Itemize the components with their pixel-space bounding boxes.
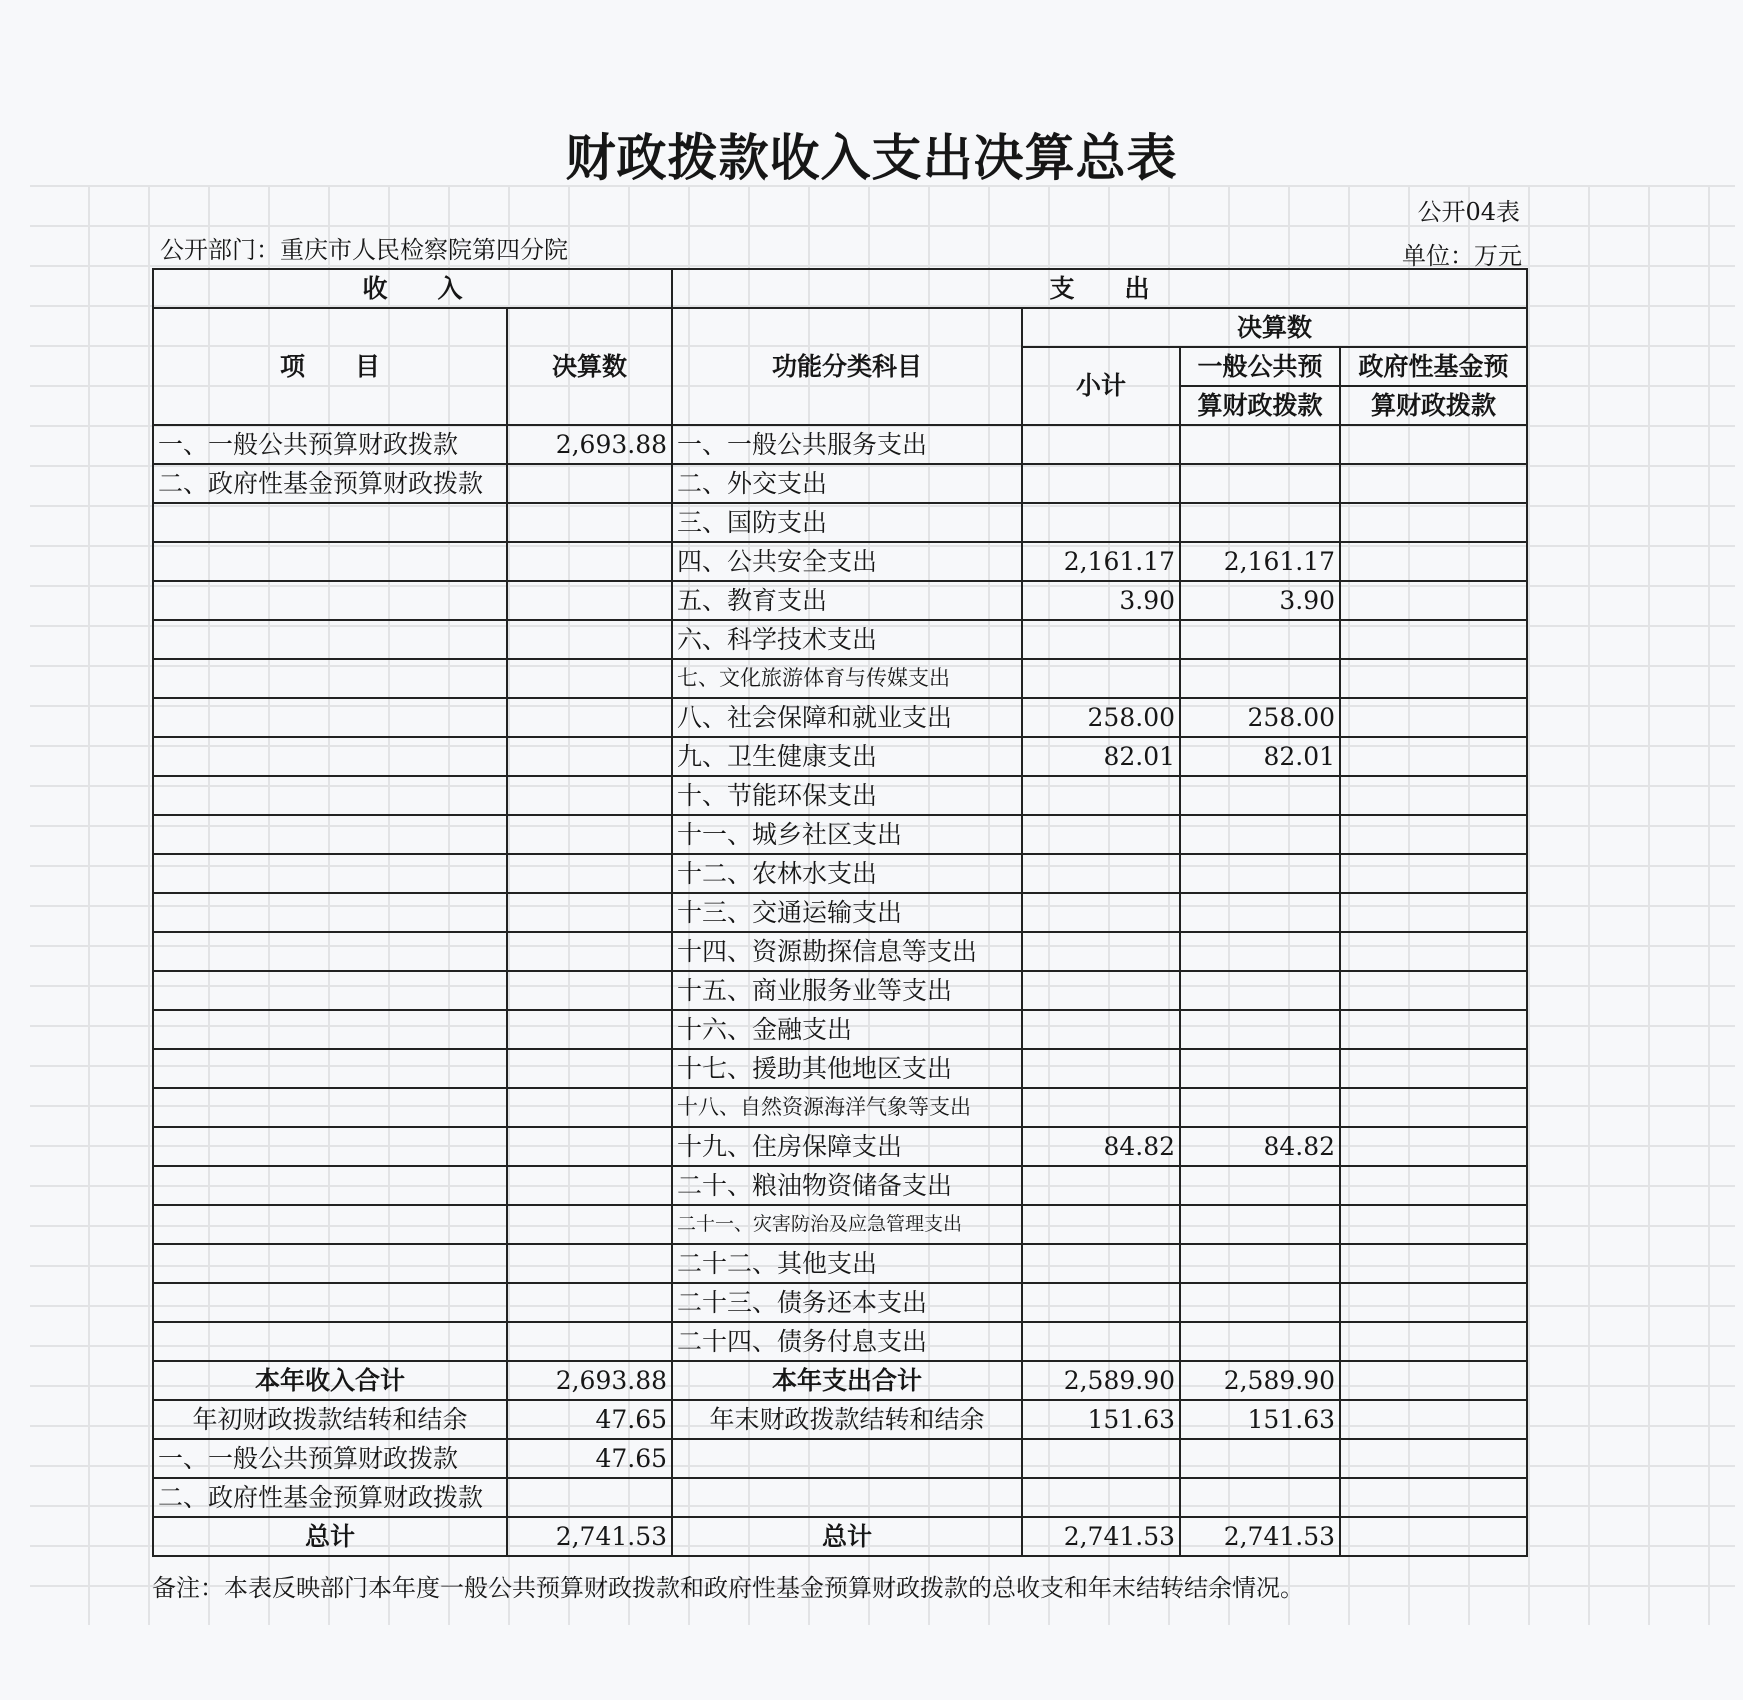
expense-general-budget	[1180, 1244, 1340, 1283]
expense-subtotal	[1022, 620, 1180, 659]
income-item-label	[153, 1322, 507, 1361]
expense-general-budget	[1180, 1088, 1340, 1127]
expense-category-label: 十八、自然资源海洋气象等支出	[672, 1088, 1022, 1127]
summary-row	[153, 1439, 1527, 1478]
expense-subtotal	[1022, 503, 1180, 542]
income-item-value	[507, 620, 672, 659]
income-item-label	[153, 1244, 507, 1283]
income-item-value	[507, 581, 672, 620]
expense-subtotal	[1022, 776, 1180, 815]
expense-category-label: 八、社会保障和就业支出	[672, 698, 1022, 737]
expense-general-budget	[1180, 776, 1340, 815]
expense-category-label: 十二、农林水支出	[672, 854, 1022, 893]
expense-gov-fund	[1340, 1166, 1527, 1205]
expense-general-budget	[1180, 893, 1340, 932]
expense-subtotal	[1022, 1049, 1180, 1088]
carry-out-general: 151.63	[1180, 1400, 1340, 1439]
expense-subtotal	[1022, 1322, 1180, 1361]
expense-subtotal	[1022, 1010, 1180, 1049]
expense-gov-fund	[1340, 425, 1527, 464]
expense-category-label: 七、文化旅游体育与传媒支出	[672, 659, 1022, 698]
expense-gov-fund	[1340, 1049, 1527, 1088]
expense-gov-fund	[1340, 854, 1527, 893]
income-item-value	[507, 464, 672, 503]
expense-total-label: 本年支出合计	[672, 1361, 1022, 1400]
carry-out-subtotal: 151.63	[1022, 1400, 1180, 1439]
carry-in-value: 47.65	[507, 1400, 672, 1439]
empty-cell	[672, 1478, 1022, 1517]
expense-gov-fund	[1340, 776, 1527, 815]
summary-row	[153, 1478, 1527, 1517]
expense-general-budget	[1180, 464, 1340, 503]
expense-category-label: 十九、住房保障支出	[672, 1127, 1022, 1166]
income-item-label	[153, 503, 507, 542]
gov-fund-header-line1: 政府性基金预	[1340, 347, 1527, 386]
expense-subtotal	[1022, 1283, 1180, 1322]
expense-category-label: 十一、城乡社区支出	[672, 815, 1022, 854]
expense-subtotal	[1022, 1166, 1180, 1205]
income-item-value	[507, 1127, 672, 1166]
expense-general-budget	[1180, 815, 1340, 854]
carry-in-fund-value	[507, 1478, 672, 1517]
empty-cell	[1022, 1439, 1180, 1478]
table-row	[153, 971, 1527, 1010]
income-item-value	[507, 1088, 672, 1127]
table-row	[153, 1127, 1527, 1166]
empty-cell	[1180, 1478, 1340, 1517]
expense-subtotal	[1022, 1244, 1180, 1283]
grand-total-subtotal: 2,741.53	[1022, 1517, 1180, 1556]
expense-gov-fund	[1340, 1205, 1527, 1244]
income-item-value	[507, 932, 672, 971]
table-row	[153, 503, 1527, 542]
carry-in-general-label: 一、一般公共预算财政拨款	[153, 1439, 507, 1478]
expense-gov-fund	[1340, 464, 1527, 503]
table-row	[153, 581, 1527, 620]
expense-gov-fund	[1340, 698, 1527, 737]
table-row	[153, 1010, 1527, 1049]
income-item-label	[153, 581, 507, 620]
expense-subtotal	[1022, 971, 1180, 1010]
expense-category-label: 二十三、债务还本支出	[672, 1283, 1022, 1322]
grand-total-expense-label: 总计	[672, 1517, 1022, 1556]
income-item-value	[507, 1322, 672, 1361]
income-total-value: 2,693.88	[507, 1361, 672, 1400]
expense-gov-fund	[1340, 1010, 1527, 1049]
table-row	[153, 1283, 1527, 1322]
income-item-value	[507, 1205, 672, 1244]
expense-category-label: 十四、资源勘探信息等支出	[672, 932, 1022, 971]
table-row	[153, 698, 1527, 737]
table-row	[153, 620, 1527, 659]
table-row	[153, 854, 1527, 893]
income-item-value	[507, 698, 672, 737]
carry-in-label: 年初财政拨款结转和结余	[153, 1400, 507, 1439]
income-item-label	[153, 620, 507, 659]
table-row	[153, 737, 1527, 776]
income-item-value: 2,693.88	[507, 425, 672, 464]
expense-category-label: 二十四、债务付息支出	[672, 1322, 1022, 1361]
expense-gov-fund	[1340, 1322, 1527, 1361]
expense-general-budget	[1180, 1049, 1340, 1088]
general-budget-header-line2: 算财政拨款	[1180, 386, 1340, 425]
expense-category-label: 十三、交通运输支出	[672, 893, 1022, 932]
income-item-label	[153, 737, 507, 776]
expense-general-budget: 84.82	[1180, 1127, 1340, 1166]
table-row	[153, 893, 1527, 932]
expense-category-label: 十五、商业服务业等支出	[672, 971, 1022, 1010]
income-item-label: 一、一般公共预算财政拨款	[153, 425, 507, 464]
expense-gov-fund	[1340, 737, 1527, 776]
income-item-label	[153, 1283, 507, 1322]
expense-total-general: 2,589.90	[1180, 1361, 1340, 1400]
carry-out-label: 年末财政拨款结转和结余	[672, 1400, 1022, 1439]
summary-row	[153, 1517, 1527, 1556]
income-item-label: 二、政府性基金预算财政拨款	[153, 464, 507, 503]
expense-gov-fund	[1340, 1244, 1527, 1283]
expense-category-label: 九、卫生健康支出	[672, 737, 1022, 776]
expense-subtotal	[1022, 854, 1180, 893]
expense-category-label: 二十一、灾害防治及应急管理支出	[672, 1205, 1022, 1244]
empty-cell	[672, 1439, 1022, 1478]
expense-general-budget: 2,161.17	[1180, 542, 1340, 581]
expense-general-budget	[1180, 659, 1340, 698]
expense-category-label: 二十、粮油物资储备支出	[672, 1166, 1022, 1205]
income-item-label	[153, 971, 507, 1010]
general-budget-header-line1: 一般公共预	[1180, 347, 1340, 386]
table-row	[153, 542, 1527, 581]
income-item-value	[507, 893, 672, 932]
empty-cell	[1180, 1439, 1340, 1478]
expense-general-budget	[1180, 1166, 1340, 1205]
expense-total-fund	[1340, 1361, 1527, 1400]
income-item-label	[153, 932, 507, 971]
expense-gov-fund	[1340, 1127, 1527, 1166]
expense-general-budget	[1180, 1283, 1340, 1322]
expense-gov-fund	[1340, 542, 1527, 581]
income-item-value	[507, 1283, 672, 1322]
table-row	[153, 464, 1527, 503]
function-category-header: 功能分类科目	[672, 308, 1022, 425]
expense-category-label: 十六、金融支出	[672, 1010, 1022, 1049]
income-item-label	[153, 893, 507, 932]
expense-gov-fund	[1340, 971, 1527, 1010]
expense-category-label: 一、一般公共服务支出	[672, 425, 1022, 464]
unit-label: 单位：万元	[1402, 242, 1522, 270]
expense-subtotal	[1022, 1088, 1180, 1127]
expense-category-label: 四、公共安全支出	[672, 542, 1022, 581]
expense-subtotal	[1022, 659, 1180, 698]
carry-out-fund	[1340, 1400, 1527, 1439]
expense-subtotal: 84.82	[1022, 1127, 1180, 1166]
empty-cell	[1340, 1478, 1527, 1517]
expense-general-budget	[1180, 971, 1340, 1010]
table-row	[153, 776, 1527, 815]
carry-in-general-value: 47.65	[507, 1439, 672, 1478]
summary-row	[153, 1400, 1527, 1439]
final-amount-group-header: 决算数	[1022, 308, 1527, 347]
income-item-label	[153, 1049, 507, 1088]
expense-general-budget: 258.00	[1180, 698, 1340, 737]
expense-subtotal	[1022, 425, 1180, 464]
expense-gov-fund	[1340, 659, 1527, 698]
table-row	[153, 425, 1527, 464]
table-row	[153, 1049, 1527, 1088]
expense-gov-fund	[1340, 932, 1527, 971]
table-row	[153, 815, 1527, 854]
expense-gov-fund	[1340, 1088, 1527, 1127]
item-header: 项 目	[153, 308, 507, 425]
income-header: 收 入	[153, 269, 672, 308]
table-row	[153, 1322, 1527, 1361]
expense-general-budget	[1180, 1010, 1340, 1049]
income-item-label	[153, 815, 507, 854]
expense-total-subtotal: 2,589.90	[1022, 1361, 1180, 1400]
expense-category-label: 六、科学技术支出	[672, 620, 1022, 659]
table-row	[153, 1088, 1527, 1127]
expense-general-budget	[1180, 1322, 1340, 1361]
expense-header: 支 出	[672, 269, 1527, 308]
footnote: 备注：本表反映部门本年度一般公共预算财政拨款和政府性基金预算财政拨款的总收支和年末结转结余情况。	[152, 1574, 1304, 1602]
subtotal-header: 小计	[1022, 347, 1180, 425]
income-item-value	[507, 1049, 672, 1088]
summary-row	[153, 1361, 1527, 1400]
income-item-value	[507, 971, 672, 1010]
grand-total-income: 2,741.53	[507, 1517, 672, 1556]
expense-general-budget: 82.01	[1180, 737, 1340, 776]
expense-general-budget: 3.90	[1180, 581, 1340, 620]
expense-general-budget	[1180, 503, 1340, 542]
income-total-label: 本年收入合计	[153, 1361, 507, 1400]
expense-category-label: 十七、援助其他地区支出	[672, 1049, 1022, 1088]
expense-category-label: 五、教育支出	[672, 581, 1022, 620]
income-item-value	[507, 542, 672, 581]
expense-subtotal: 258.00	[1022, 698, 1180, 737]
expense-subtotal	[1022, 932, 1180, 971]
income-item-value	[507, 1010, 672, 1049]
grand-total-fund	[1340, 1517, 1527, 1556]
grand-total-general: 2,741.53	[1180, 1517, 1340, 1556]
income-item-label	[153, 698, 507, 737]
expense-gov-fund	[1340, 893, 1527, 932]
gov-fund-header-line2: 算财政拨款	[1340, 386, 1527, 425]
income-item-label	[153, 1166, 507, 1205]
expense-general-budget	[1180, 1205, 1340, 1244]
income-item-label	[153, 1088, 507, 1127]
income-item-label	[153, 776, 507, 815]
department-label: 公开部门：重庆市人民检察院第四分院	[160, 236, 568, 264]
table-row	[153, 1244, 1527, 1283]
income-item-value	[507, 659, 672, 698]
expense-gov-fund	[1340, 815, 1527, 854]
grand-total-label: 总计	[153, 1517, 507, 1556]
income-item-label	[153, 854, 507, 893]
expense-gov-fund	[1340, 503, 1527, 542]
expense-gov-fund	[1340, 620, 1527, 659]
expense-general-budget	[1180, 932, 1340, 971]
income-item-value	[507, 776, 672, 815]
expense-general-budget	[1180, 854, 1340, 893]
expense-subtotal: 82.01	[1022, 737, 1180, 776]
expense-subtotal	[1022, 1205, 1180, 1244]
expense-category-label: 十、节能环保支出	[672, 776, 1022, 815]
expense-category-label: 二十二、其他支出	[672, 1244, 1022, 1283]
expense-subtotal	[1022, 464, 1180, 503]
final-amount-header: 决算数	[507, 308, 672, 425]
income-item-value	[507, 503, 672, 542]
income-item-label	[153, 1010, 507, 1049]
expense-subtotal: 3.90	[1022, 581, 1180, 620]
expense-category-label: 三、国防支出	[672, 503, 1022, 542]
page-title: 财政拨款收入支出决算总表	[565, 128, 1178, 187]
expense-subtotal: 2,161.17	[1022, 542, 1180, 581]
table-row	[153, 932, 1527, 971]
income-item-label	[153, 1127, 507, 1166]
expense-subtotal	[1022, 893, 1180, 932]
table-row	[153, 659, 1527, 698]
income-item-label	[153, 542, 507, 581]
form-number: 公开04表	[1417, 198, 1520, 226]
expense-subtotal	[1022, 815, 1180, 854]
budget-table	[152, 268, 1528, 1557]
income-item-label	[153, 659, 507, 698]
expense-gov-fund	[1340, 581, 1527, 620]
table-row	[153, 1205, 1527, 1244]
expense-gov-fund	[1340, 1283, 1527, 1322]
table-row	[153, 1166, 1527, 1205]
income-item-label	[153, 1205, 507, 1244]
income-item-value	[507, 737, 672, 776]
income-item-value	[507, 1244, 672, 1283]
expense-category-label: 二、外交支出	[672, 464, 1022, 503]
income-item-value	[507, 1166, 672, 1205]
income-item-value	[507, 854, 672, 893]
carry-in-fund-label: 二、政府性基金预算财政拨款	[153, 1478, 507, 1517]
income-item-value	[507, 815, 672, 854]
expense-general-budget	[1180, 620, 1340, 659]
expense-general-budget	[1180, 425, 1340, 464]
empty-cell	[1022, 1478, 1180, 1517]
empty-cell	[1340, 1439, 1527, 1478]
